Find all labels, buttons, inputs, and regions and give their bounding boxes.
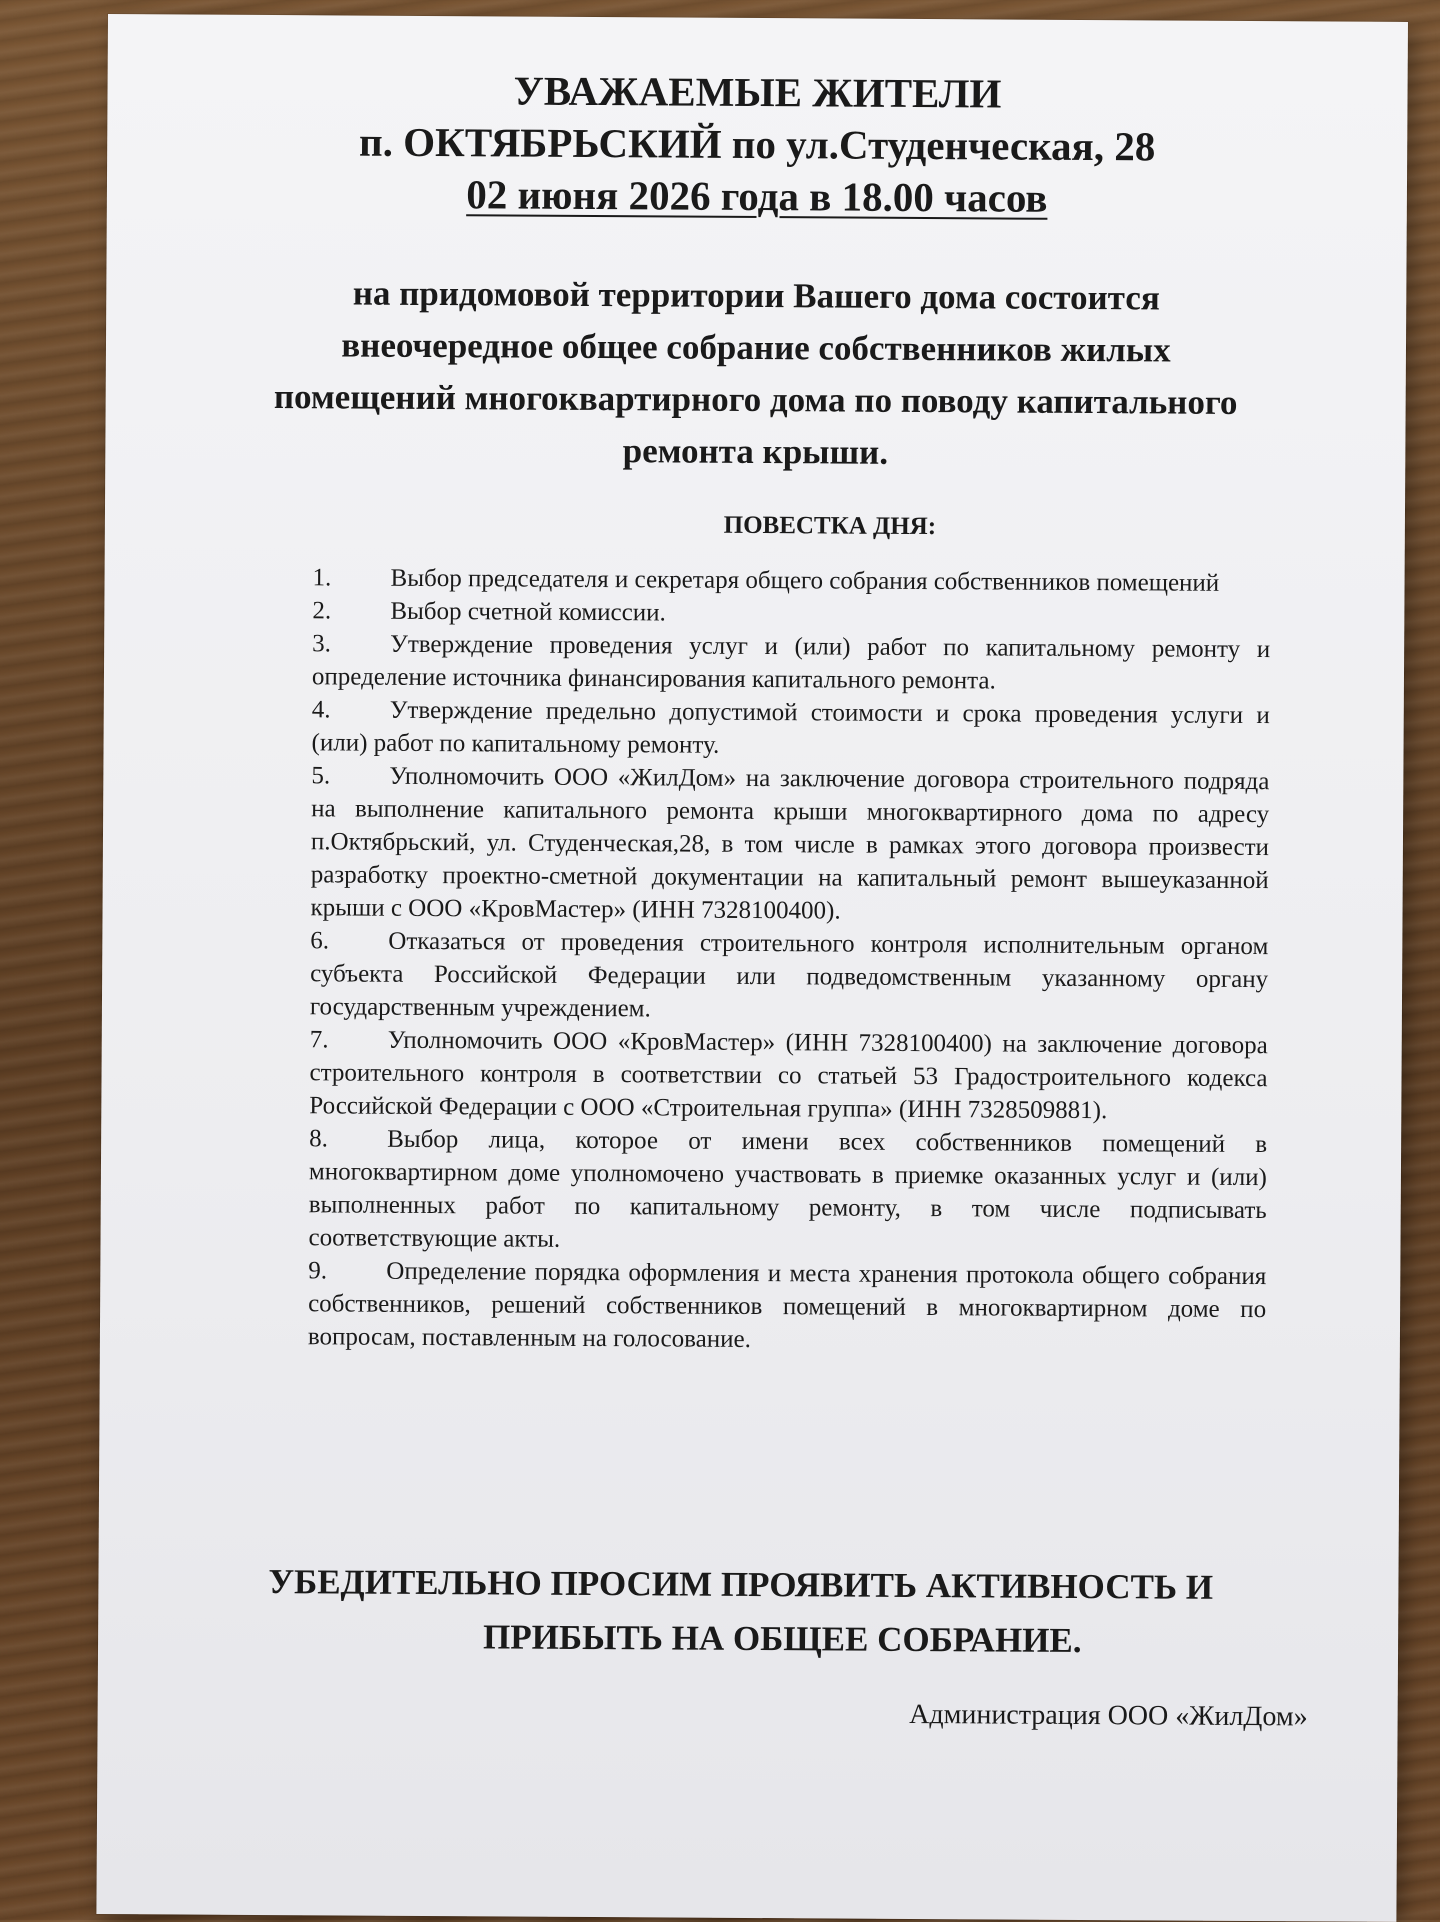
agenda-item-9 bbox=[308, 1254, 1267, 1359]
agenda-item-number: 1. bbox=[312, 564, 332, 592]
agenda-item-number: 5. bbox=[311, 762, 331, 790]
agenda-list bbox=[308, 561, 1271, 1359]
agenda-item-6 bbox=[310, 924, 1269, 1029]
closing-appeal bbox=[198, 1555, 1299, 1670]
agenda-item-8 bbox=[308, 1122, 1267, 1260]
agenda-item-number: 8. bbox=[309, 1125, 328, 1153]
agenda-title: ПОВЕСТКА ДНЯ: bbox=[723, 511, 937, 541]
signature: Администрация ООО «ЖилДом» bbox=[909, 1698, 1308, 1733]
notice-sheet bbox=[96, 14, 1408, 1922]
agenda-item-text: Отказаться от проведения строительного контроля исполнительным органом субъекта Российской Федерации или подведомственным указанному органу государственным учреждением. bbox=[309, 927, 1269, 1023]
header-line-date: 02 июня 2026 года в 18.00 часов bbox=[466, 171, 1048, 221]
header-line-address: п. ОКТЯБРЬСКИЙ по ул.Студенческая, 28 bbox=[358, 118, 1156, 170]
agenda-item-text: Утверждение проведения услуг и (или) работ по капитальному ремонту и определение источника финансирования капитального ремонта. bbox=[311, 630, 1271, 695]
agenda-item-number: 4. bbox=[311, 696, 331, 724]
agenda-item-7 bbox=[309, 1023, 1268, 1128]
agenda-item-number: 7. bbox=[309, 1026, 329, 1054]
closing-line-1: УБЕДИТЕЛЬНО ПРОСИМ ПРОЯВИТЬ АКТИВНОСТЬ И bbox=[268, 1562, 1214, 1607]
agenda-item-text: Уполномочить ООО «КровМастер» (ИНН 7328100400) на заключение договора строительного контроля в соответствии со статьей 53 Градостроительного кодекса Российской Федерации с ООО «Строительная группа» (ИНН 7328509881). bbox=[309, 1026, 1268, 1125]
agenda-item-4 bbox=[311, 693, 1269, 765]
agenda-item-text: Выбор председателя и секретаря общего собрания собственников помещений bbox=[390, 564, 1220, 597]
agenda-item-number: 3. bbox=[312, 630, 332, 658]
notice-header bbox=[107, 62, 1408, 226]
agenda-item-text: Выбор лица, которое от имени всех собственников помещений в многоквартирном доме уполномочено участвовать в приемке оказанных услуг и (или) выполненных работ по капитальному ремонту, в том числе подписывать соответствующие акты. bbox=[308, 1125, 1268, 1253]
notice-intro: на придомовой территории Вашего дома состоится внеочередное общее собрание собственников жилых помещений многоквартирного дома по поводу капитального ремонта крыши. bbox=[273, 273, 1238, 472]
agenda-item-5 bbox=[310, 759, 1269, 930]
agenda-item-text: Утверждение предельно допустимой стоимости и срока проведения услуги и (или) работ по капитальному ремонту. bbox=[311, 696, 1270, 759]
agenda-item-number: 9. bbox=[308, 1257, 328, 1285]
agenda-item-3 bbox=[312, 627, 1270, 699]
agenda-item-number: 2. bbox=[312, 597, 332, 625]
header-line-residents: УВАЖАЕМЫЕ ЖИТЕЛИ bbox=[513, 67, 1002, 117]
agenda-item-text: Выбор счетной комиссии. bbox=[390, 597, 666, 627]
agenda-item-text: Уполномочить ООО «ЖилДом» на заключение договора строительного подряда на выполнение капитального ремонта крыши многоквартирного дома по адресу п.Октябрьский, ул. Студенческая,28, в том числе в рамках этого договора произвести разработку проектно-сметной документации на капитальный ремонт вышеуказанной крыши с ООО «КровМастер» (ИНН 7328100400). bbox=[310, 762, 1270, 925]
agenda-item-text: Определение порядка оформления и места хранения протокола общего собрания собственников, решений собственников помещений в многоквартирном доме по вопросам, поставленным на голосование. bbox=[307, 1257, 1267, 1353]
closing-line-2: ПРИБЫТЬ НА ОБЩЕЕ СОБРАНИЕ. bbox=[482, 1617, 1082, 1661]
agenda-item-number: 6. bbox=[310, 927, 330, 955]
